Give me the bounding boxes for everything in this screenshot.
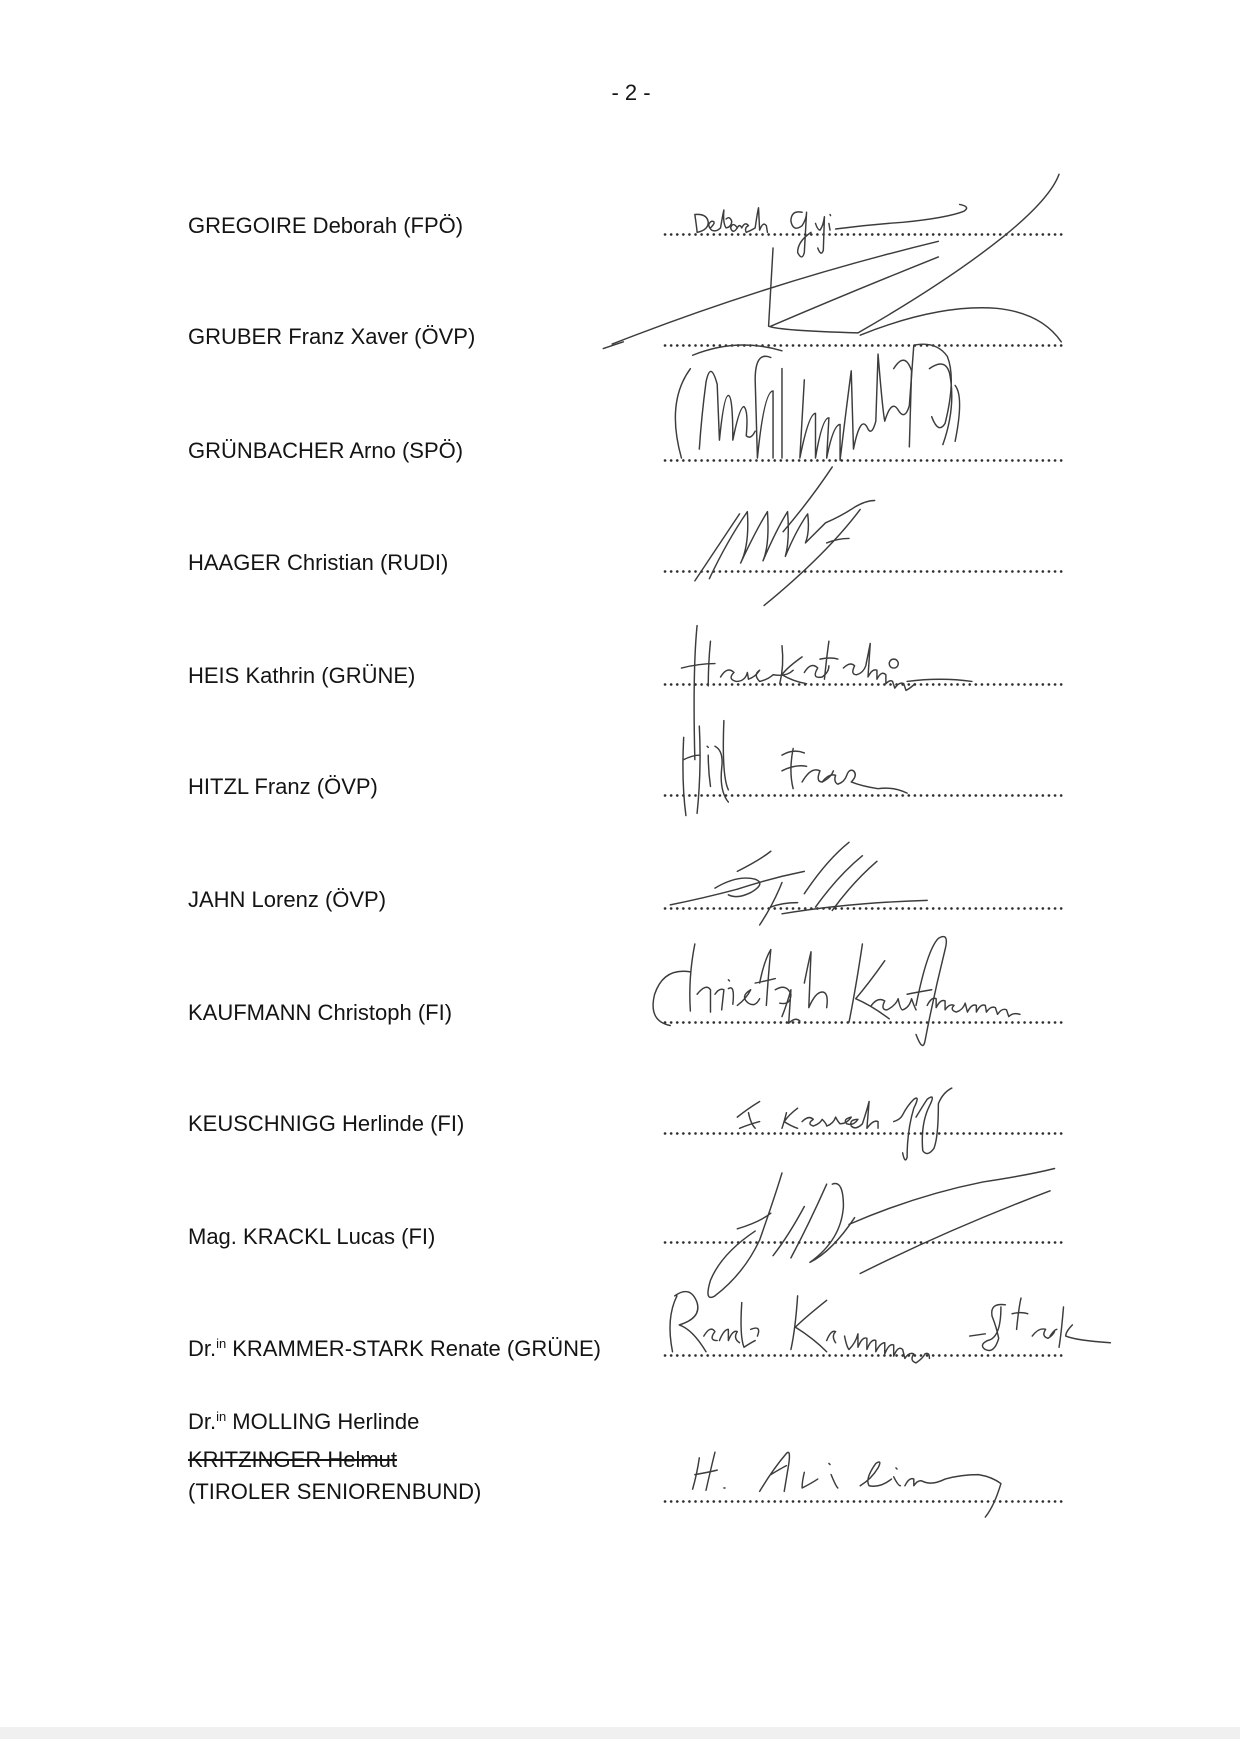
signatory-name: KAUFMANN Christoph (FI) <box>188 1000 453 1025</box>
signatory-name: GREGOIRE Deborah (FPÖ) <box>188 213 464 238</box>
signature-line <box>662 1241 1063 1244</box>
signature-kaufmann <box>653 937 1020 1046</box>
signature-line <box>662 907 1063 910</box>
academic-title-suffix: in <box>216 1409 227 1424</box>
signature-molling <box>693 1452 1001 1517</box>
academic-title: Dr. <box>188 1409 217 1434</box>
signature-jahn <box>670 842 927 925</box>
signature-line <box>662 1500 1063 1503</box>
scan-edge <box>0 1727 1240 1739</box>
struck-through-name: KRITZINGER Helmut <box>188 1447 398 1472</box>
signature-line <box>662 233 1063 236</box>
academic-title: Dr. <box>188 1336 217 1361</box>
signature-gruenbacher <box>675 344 959 532</box>
signature-keuschnigg <box>737 1088 951 1160</box>
signatory-name: JAHN Lorenz (ÖVP) <box>188 887 387 912</box>
signature-gregoire <box>695 204 967 257</box>
signature-heis <box>681 626 971 760</box>
signature-haager <box>695 500 875 605</box>
signatory-name: HEIS Kathrin (GRÜNE) <box>188 663 416 688</box>
signatory-name-text: MOLLING Herlinde <box>232 1409 420 1434</box>
signatory-name: KEUSCHNIGG Herlinde (FI) <box>188 1111 465 1136</box>
signature-line <box>662 794 1063 797</box>
signature-hitzl <box>683 721 907 816</box>
page-number: - 2 - <box>611 80 651 105</box>
signatory-name <box>188 1336 601 1362</box>
signature-krammer-stark <box>670 1292 1110 1363</box>
signatory-affiliation: (TIROLER SENIORENBUND) <box>188 1479 482 1504</box>
signatory-name-text: KRAMMER-STARK Renate (GRÜNE) <box>232 1336 602 1361</box>
academic-title-suffix: in <box>216 1336 227 1351</box>
signature-line <box>662 683 1063 686</box>
signature-line <box>662 1132 1063 1135</box>
signature-line <box>662 570 1063 573</box>
signatory-name: HITZL Franz (ÖVP) <box>188 774 378 799</box>
signatory-name: GRUBER Franz Xaver (ÖVP) <box>188 324 476 349</box>
signatory-name: GRÜNBACHER Arno (SPÖ) <box>188 438 464 463</box>
signature-krackl <box>708 1169 1055 1298</box>
signatory-name <box>188 1409 419 1435</box>
signature-line <box>662 459 1063 462</box>
signatory-name: HAAGER Christian (RUDI) <box>188 550 449 575</box>
signature-gruber <box>603 174 1061 348</box>
signature-line <box>662 1354 1063 1357</box>
signature-line <box>662 344 1063 347</box>
signature-line <box>662 1021 1063 1024</box>
signatory-name: Mag. KRACKL Lucas (FI) <box>188 1224 436 1249</box>
